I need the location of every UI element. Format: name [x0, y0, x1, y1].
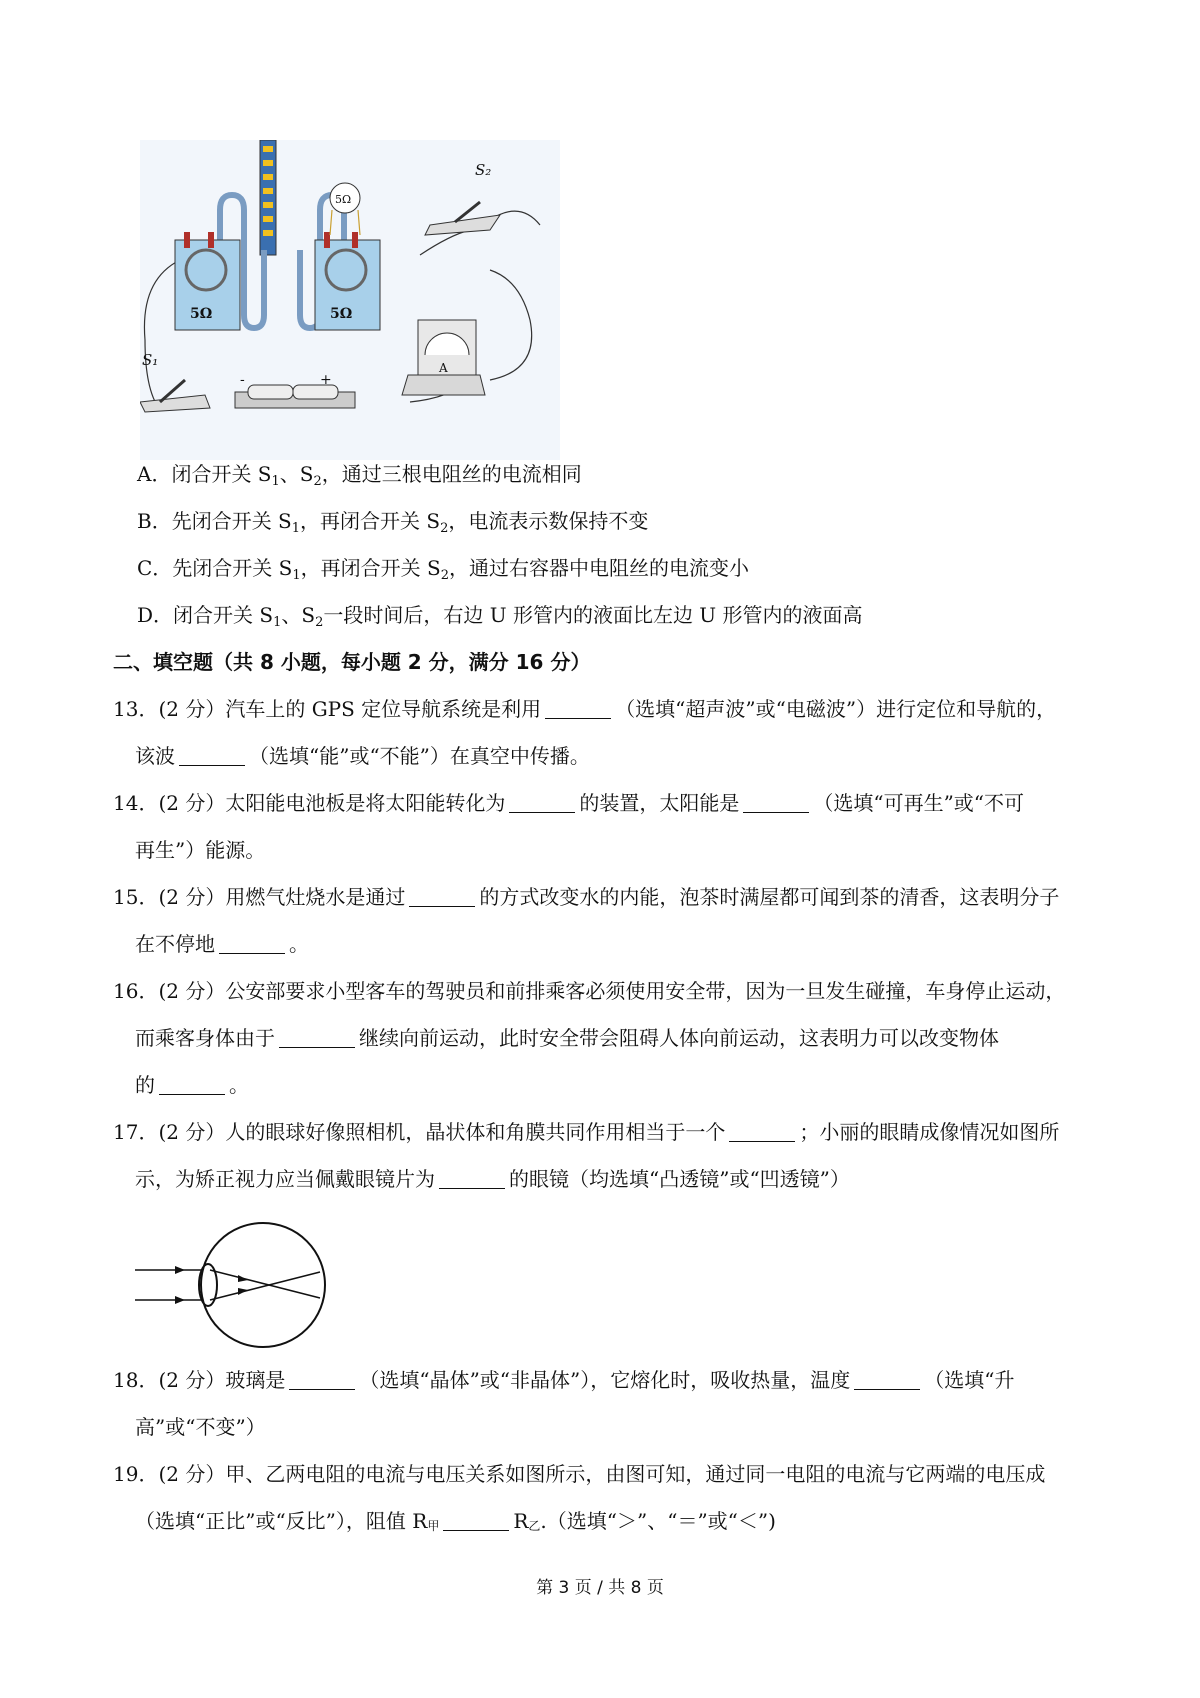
option-a: A．闭合开关 $S_1$、$S_2$，通过三根电阻丝的电流相同 [137, 462, 582, 489]
q13-line2: 该波 （选填“能”或“不能”）在真空中传播。 [135, 744, 590, 768]
option-c: C．先闭合开关 $S_1$，再闭合开关 $S_2$，通过右容器中电阻丝的电流变小 [137, 556, 749, 583]
q19-line2: （选填“正比”或“反比”），阻值 R甲 R乙.（选填“＞”、“＝”或“＜”) [135, 1509, 776, 1533]
q13-blank-1[interactable] [545, 698, 611, 719]
option-d: D．闭合开关 $S_1$、$S_2$一段时间后，右边 U 形管内的液面比左边 U 形管内的液面高 [137, 603, 863, 630]
q19-line1: 19．(2 分）甲、乙两电阻的电流与电压关系如图所示，由图可知，通过同一电阻的电流与它两端的电压成 [113, 1462, 1046, 1486]
q14-blank-1[interactable] [509, 792, 575, 813]
right-resistor-label: 5Ω [330, 306, 353, 322]
q15-blank-2[interactable] [219, 933, 285, 954]
q16-line3: 的 。 [135, 1073, 249, 1097]
q18-blank-1[interactable] [289, 1369, 355, 1390]
q19-blank-1[interactable] [443, 1510, 509, 1531]
circuit-figure [140, 140, 560, 460]
q14-blank-2[interactable] [743, 792, 809, 813]
q15-line2: 在不停地 。 [135, 932, 309, 956]
q17-blank-1[interactable] [729, 1121, 795, 1142]
q14-line2: 再生”）能源。 [135, 838, 266, 862]
q18-line1: 18．(2 分）玻璃是 （选填“晶体”或“非晶体”），它熔化时，吸收热量，温度 （选填“升 [113, 1368, 1015, 1392]
ammeter-label: A [439, 361, 448, 375]
eye-figure [130, 1220, 330, 1350]
q17-line1: 17．(2 分）人的眼球好像照相机，晶状体和角膜共同作用相当于一个 ；小丽的眼睛成像情况如图所 [113, 1120, 1060, 1144]
q15-blank-1[interactable] [409, 886, 475, 907]
q13-line1: 13．(2 分）汽车上的 GPS 定位导航系统是利用 （选填“超声波”或“电磁波”）进行定位和导航的， [113, 697, 1057, 721]
option-b: B．先闭合开关 $S_1$，再闭合开关 $S_2$，电流表示数保持不变 [137, 509, 649, 536]
q18-blank-2[interactable] [854, 1369, 920, 1390]
q17-line2: 示，为矫正视力应当佩戴眼镜片为 的眼镜（均选填“凸透镜”或“凹透镜”） [135, 1167, 850, 1191]
s2-label: S₂ [475, 161, 492, 179]
q16-blank-1[interactable] [279, 1027, 355, 1048]
q16-blank-2[interactable] [159, 1074, 225, 1095]
q16-line1: 16．(2 分）公安部要求小型客车的驾驶员和前排乘客必须使用安全带，因为一旦发生碰撞，车身停止运动， [113, 979, 1066, 1003]
battery-minus: - [240, 372, 245, 388]
q17-blank-2[interactable] [439, 1168, 505, 1189]
s1-label: S₁ [142, 351, 159, 369]
battery-plus: + [320, 372, 332, 388]
q14-line1: 14．(2 分）太阳能电池板是将太阳能转化为 的装置，太阳能是 （选填“可再生”或“不可 [113, 791, 1025, 815]
q15-line1: 15．(2 分）用燃气灶烧水是通过 的方式改变水的内能，泡茶时满屋都可闻到茶的清香，这表明分子 [113, 885, 1060, 909]
q18-line2: 高”或“不变”） [135, 1415, 266, 1439]
q16-line2: 而乘客身体由于 继续向前运动，此时安全带会阻碍人体向前运动，这表明力可以改变物体 [135, 1026, 999, 1050]
section-title: 二、填空题（共 8 小题，每小题 2 分，满分 16 分） [113, 650, 591, 674]
page-footer: 第 3 页 / 共 8 页 [536, 1578, 664, 1598]
q13-blank-2[interactable] [179, 745, 245, 766]
top-resistor-label: 5Ω [335, 193, 352, 206]
left-resistor-label: 5Ω [190, 306, 213, 322]
